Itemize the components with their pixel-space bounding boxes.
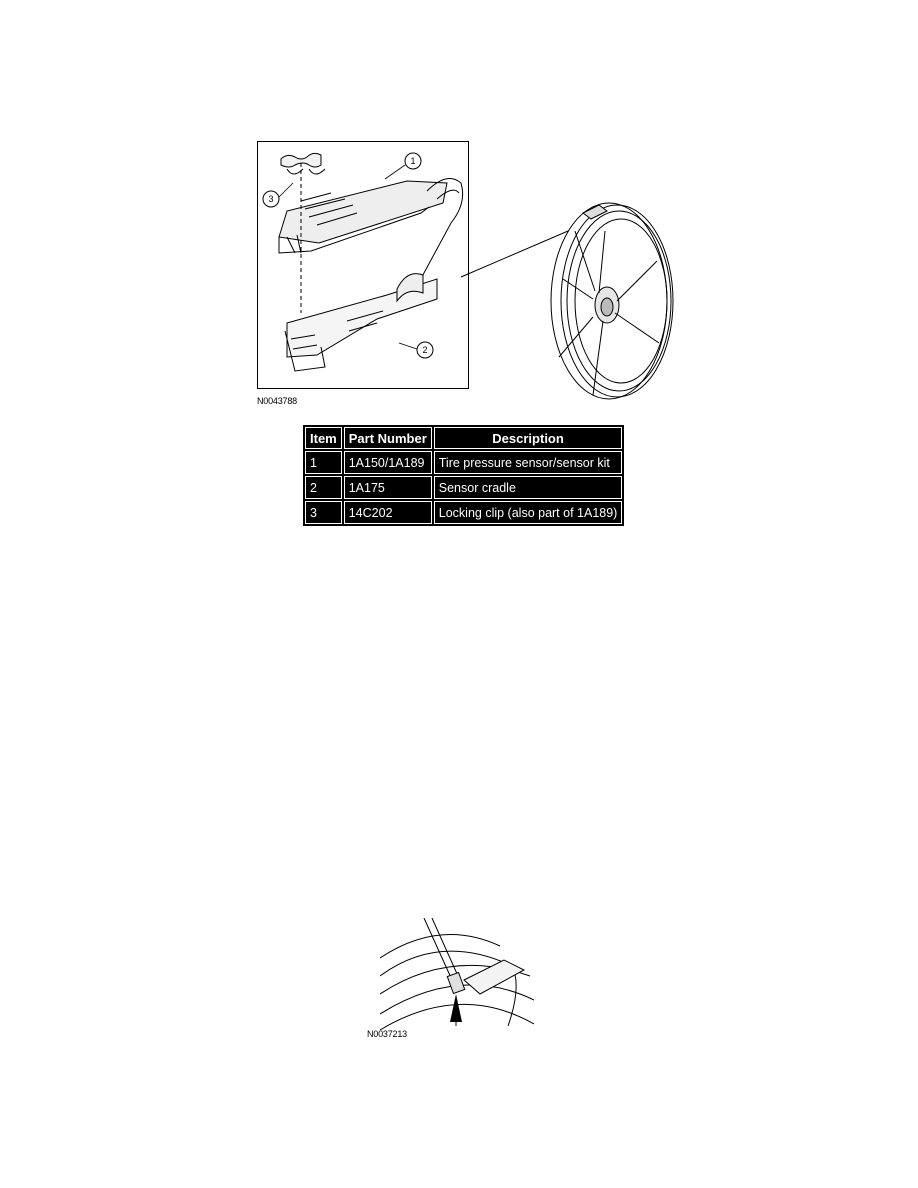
item-cell: 2 <box>305 476 342 499</box>
description-cell: Sensor cradle <box>434 476 623 499</box>
header-item: Item <box>305 427 342 449</box>
sensor-assembly-illustration <box>257 141 677 403</box>
figure-code-1: N0043788 <box>257 396 297 406</box>
part-number-cell: 14C202 <box>344 501 432 524</box>
item-cell: 1 <box>305 451 342 474</box>
table-row <box>305 451 622 474</box>
part-number-cell: 1A175 <box>344 476 432 499</box>
item-cell: 3 <box>305 501 342 524</box>
header-part-number: Part Number <box>344 427 432 449</box>
part-number-cell: 1A150/1A189 <box>344 451 432 474</box>
description-cell: Tire pressure sensor/sensor kit <box>434 451 623 474</box>
callout-3-label: 3 <box>268 194 274 204</box>
description-cell: Locking clip (also part of 1A189) <box>434 501 623 524</box>
rim-clip-illustration <box>380 918 534 1038</box>
callout-1-label: 1 <box>410 156 416 166</box>
table-row <box>305 501 622 524</box>
callout-2-label: 2 <box>422 345 428 355</box>
figure-code-2: N0037213 <box>367 1029 407 1039</box>
table-row <box>305 476 622 499</box>
header-description: Description <box>434 427 623 449</box>
parts-table <box>303 425 624 526</box>
